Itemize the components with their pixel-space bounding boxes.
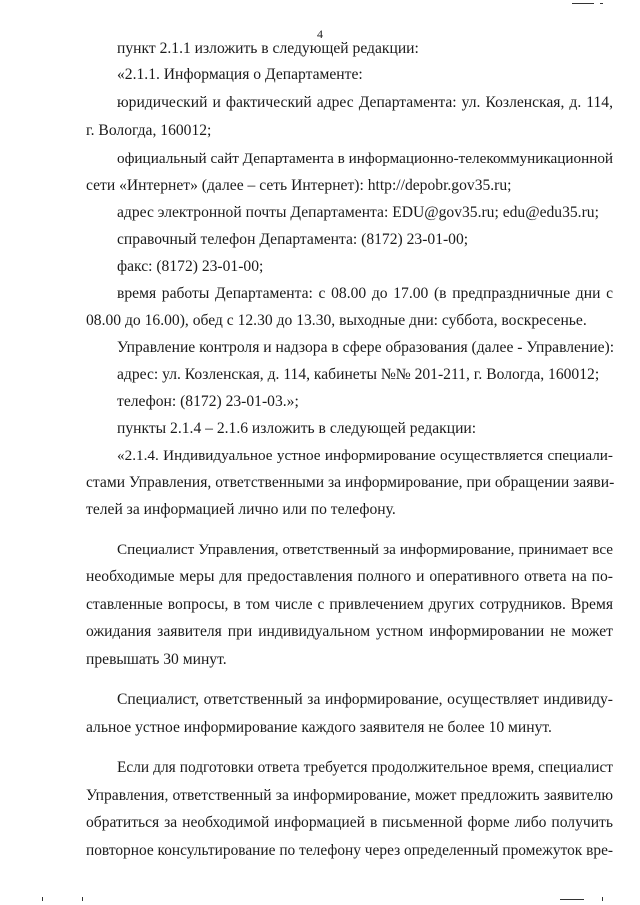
text-line: стами Управления, ответственными за информирование, при обращении заяви- — [86, 474, 615, 491]
text-line: повторное консультирование по телефону через определенный промежуток вре- — [86, 842, 614, 859]
page-number: 4 — [317, 27, 323, 41]
text-line: пункт 2.1.1 изложить в следующей редакции: — [117, 40, 419, 57]
text-line: юридический и фактический адрес Департамента: ул. Козленская, д. 114, — [117, 94, 613, 111]
scan-mark-bottom-left-2 — [82, 897, 83, 901]
scan-mark-top-right-dot — [600, 3, 603, 4]
text-line: «2.1.4. Индивидуальное устное информирование осуществляется специали- — [117, 447, 613, 464]
text-line: альное устное информирование каждого заявителя не более 10 минут. — [86, 719, 552, 736]
text-line: телефон: (8172) 23-01-03.»; — [117, 393, 299, 410]
text-line: пункты 2.1.4 – 2.1.6 изложить в следующей редакции: — [117, 420, 477, 437]
text-line: Управления, ответственный за информирование, может предложить заявителю — [86, 787, 613, 804]
scan-mark-bottom-right-2 — [602, 897, 603, 901]
text-line: адрес электронной почты Департамента: EDU@gov35.ru; edu@edu35.ru; — [117, 204, 599, 221]
scan-mark-bottom-left — [42, 897, 43, 901]
text-line: ожидания заявителя при индивидуальном устном информировании не может — [86, 623, 613, 640]
text-line: «2.1.1. Информация о Департаменте: — [117, 66, 363, 83]
scan-mark-bottom-right — [560, 899, 584, 900]
text-line: 08.00 до 16.00), обед с 12.30 до 13.30, выходные дни: суббота, воскресенье. — [86, 312, 587, 329]
text-line: факс: (8172) 23-01-00; — [117, 258, 264, 275]
text-line: ставленные вопросы, в том числе с привлечением других сотрудников. Время — [86, 596, 613, 613]
text-line: Управление контроля и надзора в сфере образования (далее - Управление): — [117, 339, 615, 356]
scan-mark-top-right — [572, 3, 594, 4]
text-line: необходимые меры для предоставления полного и оперативного ответа на по- — [86, 568, 613, 585]
text-line: г. Вологда, 160012; — [86, 122, 212, 139]
text-line: время работы Департамента: с 08.00 до 17.00 (в предпраздничные дни с — [117, 285, 613, 302]
text-line: справочный телефон Департамента: (8172) 23-01-00; — [117, 231, 469, 248]
text-line: адрес: ул. Козленская, д. 114, кабинеты №№ 201-211, г. Вологда, 160012; — [117, 366, 600, 383]
text-line: Если для подготовки ответа требуется продолжительное время, специалист — [117, 759, 613, 776]
text-line: Специалист, ответственный за информирование, осуществляет индивиду- — [117, 691, 613, 708]
text-line: превышать 30 минут. — [86, 651, 227, 668]
text-line: сети «Интернет» (далее – сеть Интернет): http://depobr.gov35.ru; — [86, 177, 512, 194]
text-line: телей за информацией лично или по телефону. — [86, 501, 396, 518]
text-line: Специалист Управления, ответственный за информирование, принимает все — [117, 541, 613, 558]
text-line: официальный сайт Департамента в информационно-телекоммуникационной — [117, 150, 614, 167]
text-line: обратиться за необходимой информацией в письменной форме либо получить — [86, 814, 613, 831]
